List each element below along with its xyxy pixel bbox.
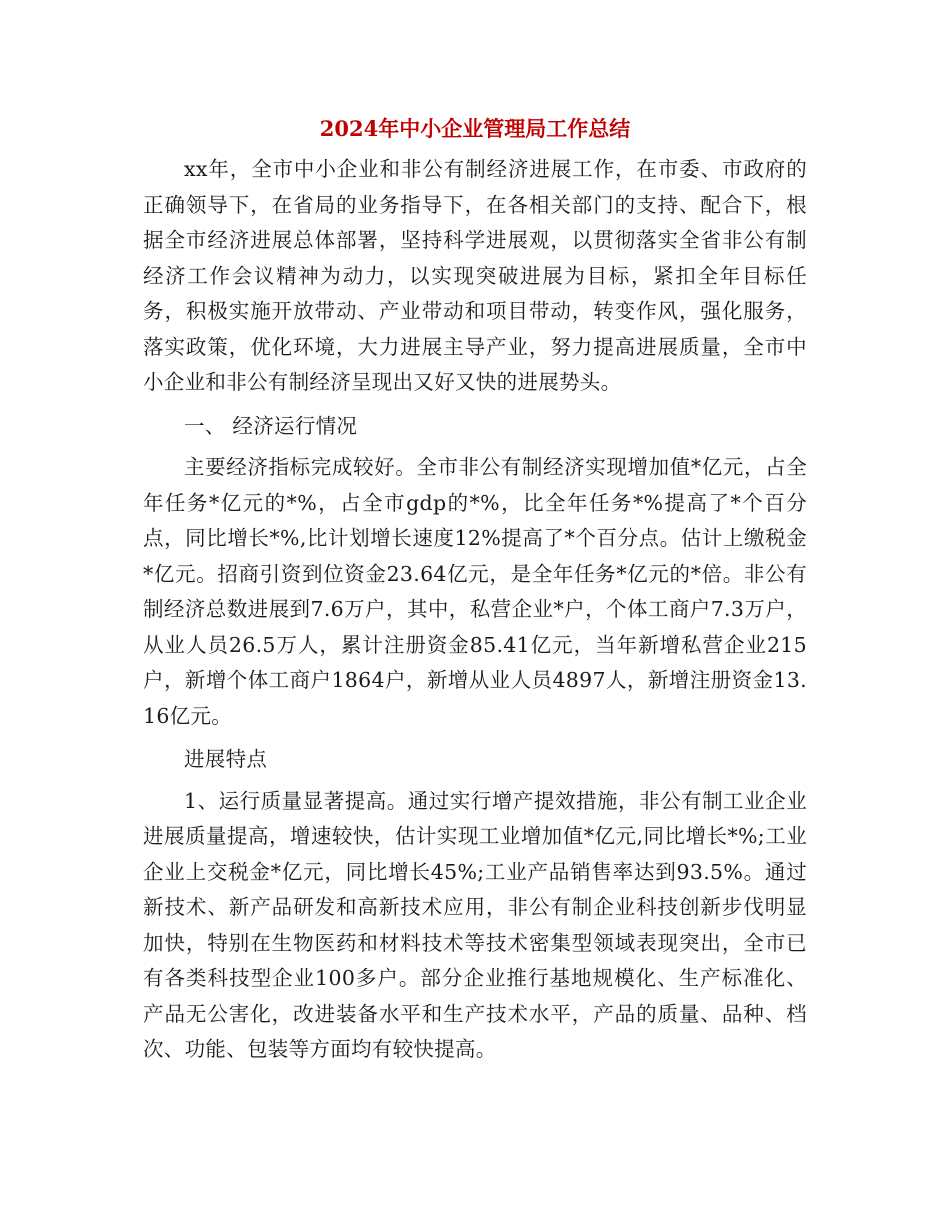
- document-title: 2024年中小企业管理局工作总结: [319, 116, 631, 141]
- section-heading-development-features: 进展特点: [184, 747, 268, 771]
- section-heading-economic-operation: 一、 经济运行情况: [184, 413, 358, 438]
- document-page: [143, 112, 807, 1068]
- feature-item-1-paragraph: 1、运行质量显著提高。通过实行增产提效措施，非公有制工业企业进展质量提高，增速较快，估计实现工业增加值*亿元,同比增长*%;工业企业上交税金*亿元，同比增长45%;工业产品销售率达到93.5%。通过新技术、新产品研发和高新技术应用，非公有制企业科技创新步伐明显加快，特别在生物医药和材料技术等技术密集型领域表现突出，全市已有各类科技型企业100多户。部分企业推行基地规模化、生产标准化、产品无公害化，改进装备水平和生产技术水平，产品的质量、品种、档次、功能、包装等方面均有较快提高。: [143, 788, 807, 1061]
- economic-indicators-paragraph: 主要经济指标完成较好。全市非公有制经济实现增加值*亿元，占全年任务*亿元的*%，占全市gdp的*%，比全年任务*%提高了*个百分点，同比增长*%,比计划增长速度12%提高了*个百分点。估计上缴税金*亿元。招商引资到位资金23.64亿元，是全年任务*亿元的*倍。非公有制经济总数进展到7.6万户，其中，私营企业*户，个体工商户7.3万户，从业人员26.5万人，累计注册资金85.41亿元，当年新增私营企业215户，新增个体工商户1864户，新增从业人员4897人，新增注册资金13.16亿元。: [143, 455, 807, 728]
- intro-paragraph: xx年，全市中小企业和非公有制经济进展工作，在市委、市政府的正确领导下，在省局的业务指导下，在各相关部门的支持、配合下，根据全市经济进展总体部署，坚持科学进展观，以贯彻落实全省非公有制经济工作会议精神为动力，以实现突破进展为目标，紧扣全年目标任务，积极实施开放带动、产业带动和项目带动，转变作风，强化服务，落实政策，优化环境，大力进展主导产业，努力提高进展质量，全市中小企业和非公有制经济呈现出又好又快的进展势头。: [143, 157, 807, 394]
